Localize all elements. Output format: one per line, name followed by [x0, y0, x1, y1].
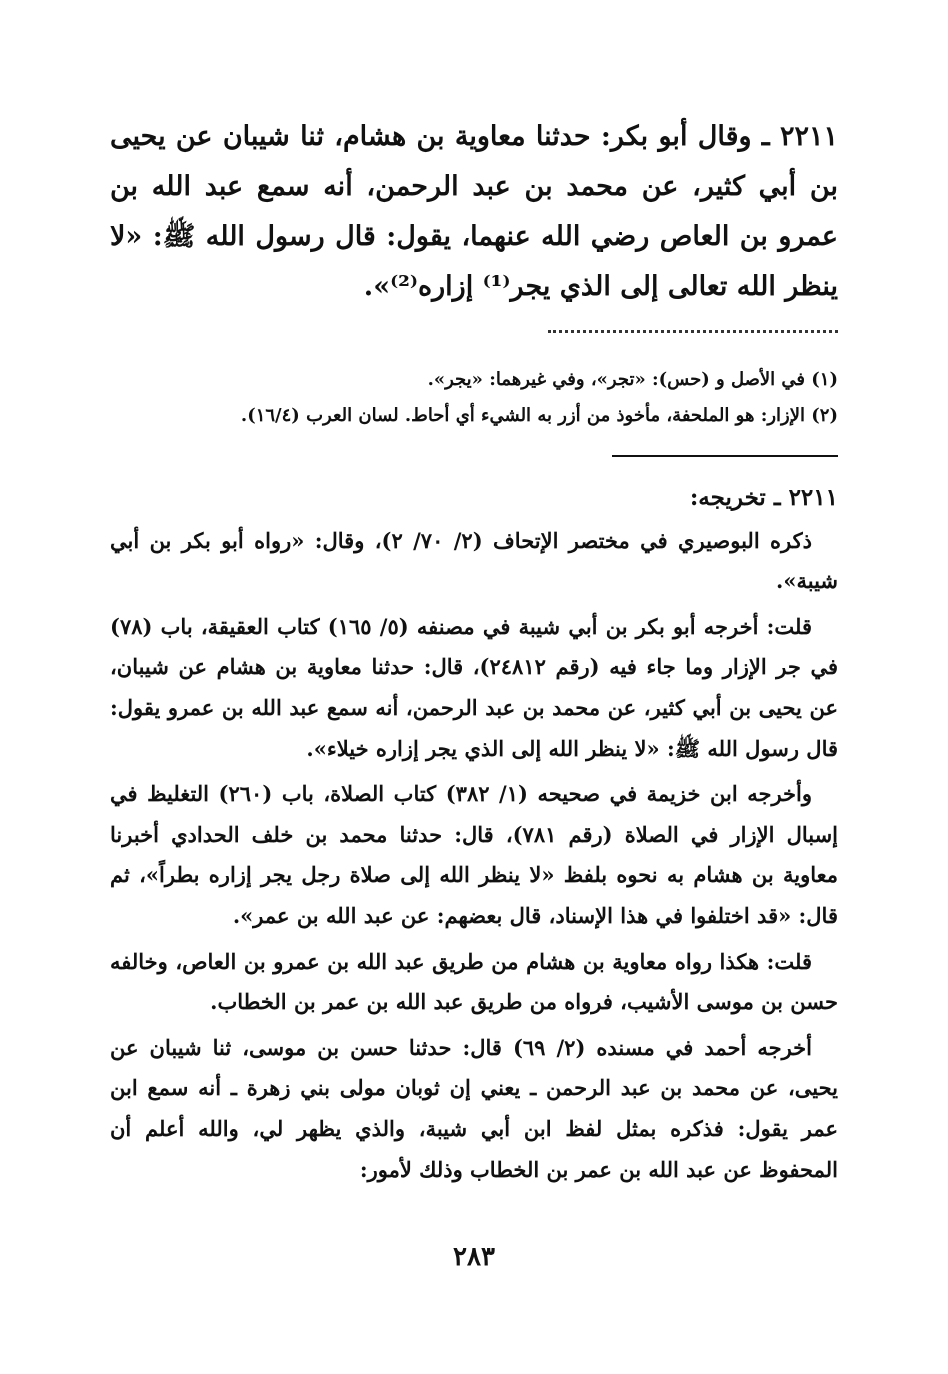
hadith-paragraph: ٢٢١١ ـ وقال أبو بكر: حدثنا معاوية بن هشام، ثنا شيبان عن يحيى بن أبي كثير، عن محمد بن عبد الرحمن، أنه سمع عبد الله بن عمرو بن العاص رضي الله عنهما، يقول: قال رسول الله ﷺ: «لا ينظر الله تعالى إلى الذي يجر⁽¹⁾ إزاره⁽²⁾». [110, 121, 838, 302]
takhrij-section [110, 478, 838, 1195]
hadith-text [110, 112, 838, 312]
takhrij-paragraph-2: قلت: أخرجه أبو بكر بن أبي شيبة في مصنفه (٥/ ١٦٥) كتاب العقيقة، باب (٧٨) في جر الإزار وما جاء فيه (رقم ٢٤٨١٢)، قال: حدثنا معاوية بن هشام عن شيبان، عن يحيى بن أبي كثير، عن محمد بن عبد الرحمن، أنه سمع عبد الله بن عمرو يقول: قال رسول الله ﷺ: «لا ينظر الله إلى الذي يجر إزاره خيلاء». [110, 613, 839, 761]
footnote-1: (١) في الأصل و (حس): «تجر»، وفي غيرهما: «يجر». [427, 369, 838, 390]
section-divider [612, 455, 838, 457]
takhrij-paragraph-1: ذكره البوصيري في مختصر الإتحاف (٢/ ٧٠/ ٢)، وقال: «رواه أبو بكر بن أبي شيبة». [110, 527, 838, 594]
takhrij-paragraph-4: قلت: هكذا رواه معاوية بن هشام من طريق عبد الله بن عمرو بن العاص، وخالفه حسن بن موسى الأشيب، فرواه من طريق عبد الله بن عمر بن الخطاب. [110, 948, 838, 1015]
takhrij-heading: ٢٢١١ ـ تخريجه: [689, 484, 838, 511]
footnote-separator [548, 330, 838, 333]
takhrij-paragraph-5: أخرجه أحمد في مسنده (٢/ ٦٩) قال: حدثنا حسن بن موسى، ثنا شيبان عن يحيى، عن محمد بن عبد الرحمن ـ يعني إن ثوبان مولى بني زهرة ـ أنه سمع ابن عمر يقول: فذكره بمثل لفظ ابن أبي شيبة، والذي يظهر لي، والله أعلم أن المحفوظ عن عبد الله بن عمر بن الخطاب وذلك لأمور: [110, 1034, 838, 1182]
footnotes [110, 362, 838, 434]
page-number: ٢٨٣ [453, 1242, 495, 1272]
footnote-2: (٢) الإزار: هو الملحفة، مأخوذ من أزر به الشيء أي أحاط. لسان العرب (١٦/٤). [240, 405, 838, 426]
takhrij-paragraph-3: وأخرجه ابن خزيمة في صحيحه (١/ ٣٨٢) كتاب الصلاة، باب (٢٦٠) التغليظ في إسبال الإزار في الصلاة (رقم ٧٨١)، قال: حدثنا محمد بن خلف الحدادي أخبرنا معاوية بن هشام به نحوه بلفظ «لا ينظر الله إلى صلاة رجل يجر إزاره بطراً»، ثم قال: «قد اختلفوا في هذا الإسناد، قال بعضهم: عن عبد الله بن عمر». [110, 781, 838, 928]
